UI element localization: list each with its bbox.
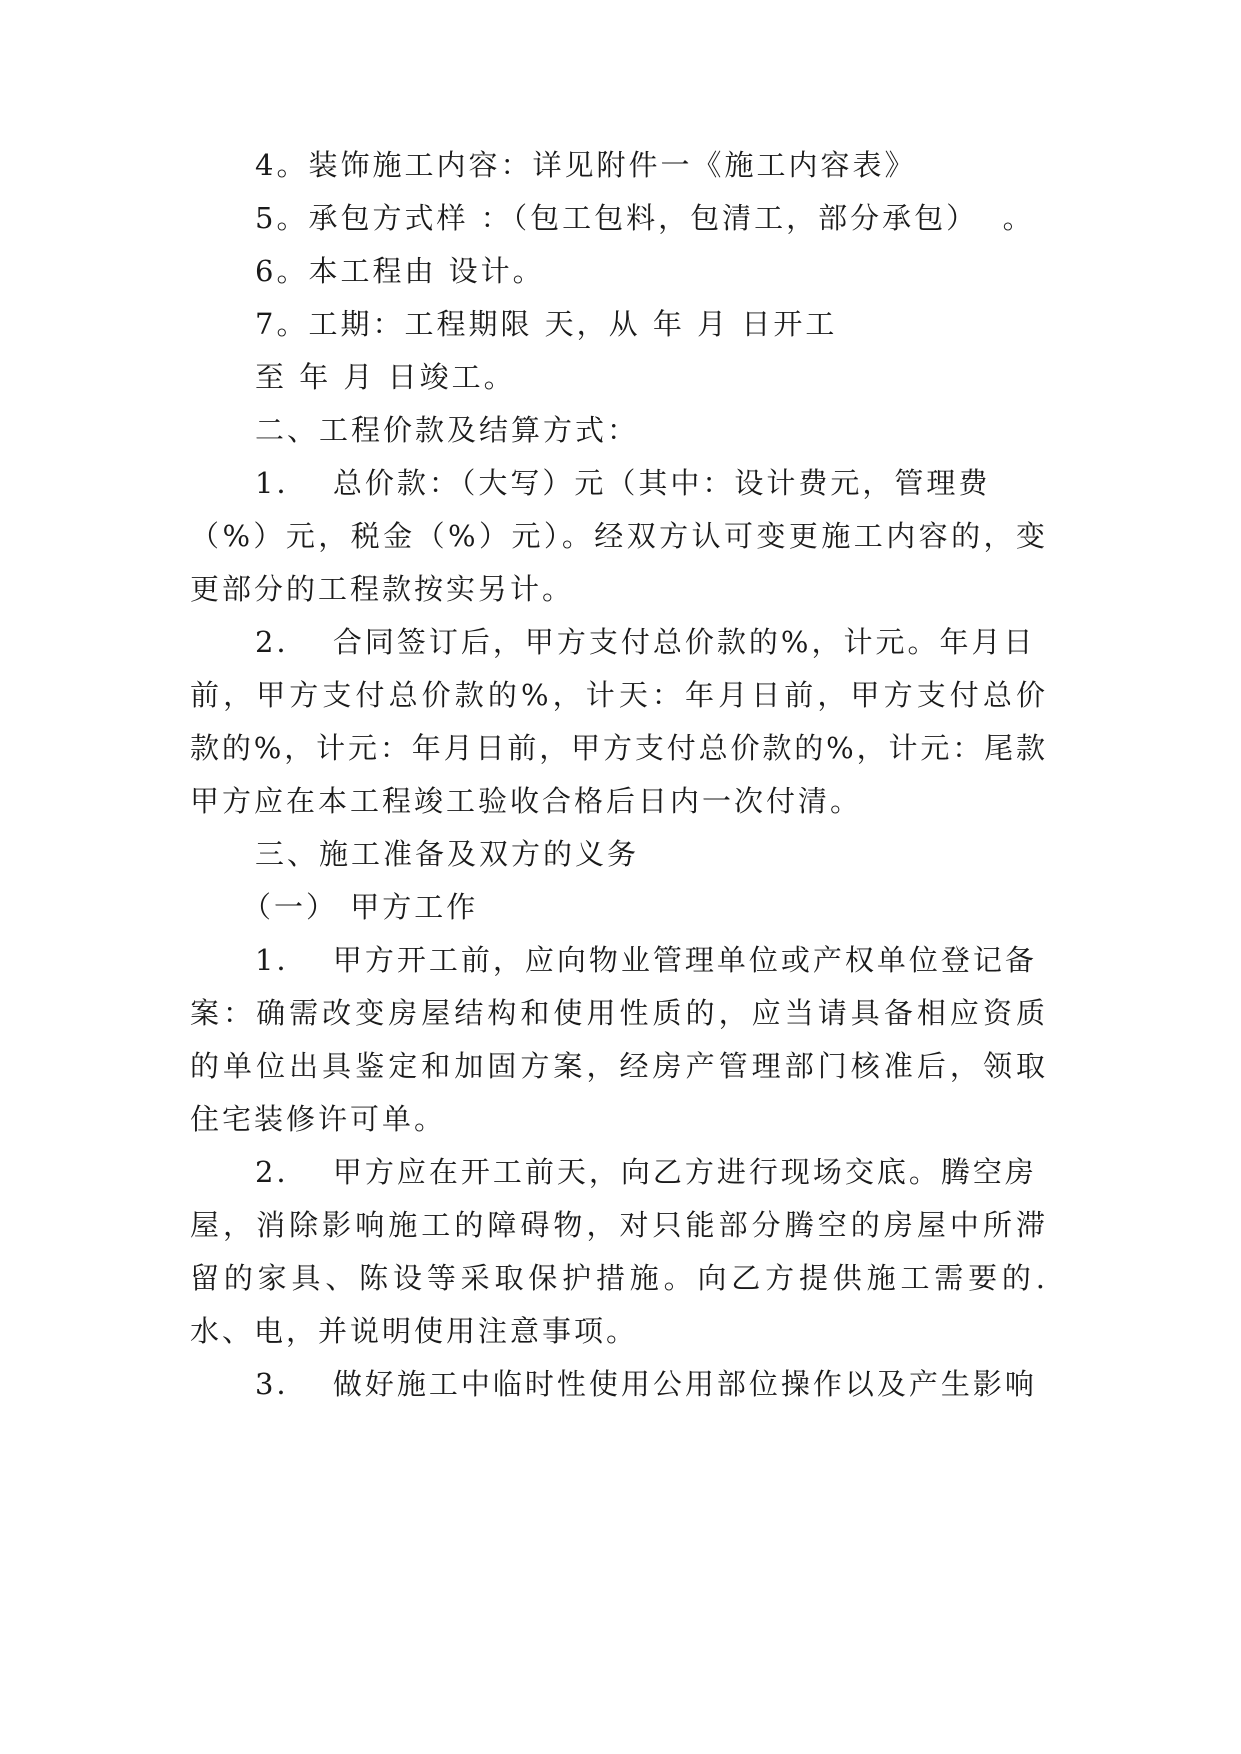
section-3-heading: 三、施工准备及双方的义务 — [255, 837, 640, 871]
party-a-clause-2-line-2: 屋，消除影响施工的障碍物，对只能部分腾空的房屋中所滞 — [190, 1208, 1045, 1242]
party-a-clause-2-line-1: 2． 甲方应在开工前天，向乙方进行现场交底。腾空房 — [255, 1155, 1037, 1189]
party-a-clause-1-line-3: 的单位出具鉴定和加固方案，经房产管理部门核准后，领取 — [190, 1049, 1045, 1083]
section-2-heading: 二、工程价款及结算方式： — [255, 413, 640, 447]
clause-6-designer: 6。本工程由 设计。 — [255, 254, 545, 288]
price-clause-1-line-2: （%）元，税金（%）元）。经双方认可变更施工内容的，变 — [190, 519, 1045, 553]
clause-5-contract-method: 5。承包方式样 ：（包工包料，包清工，部分承包） 。 — [255, 201, 1035, 235]
price-clause-1-line-3: 更部分的工程款按实另计。 — [190, 572, 575, 606]
party-a-clause-2-line-3: 留的家具、陈设等采取保护措施。向乙方提供施工需要的. — [190, 1261, 1045, 1295]
price-clause-2-line-3: 款的%，计元：年月日前，甲方支付总价款的%，计元：尾款 — [190, 731, 1045, 765]
party-a-work-heading: （一） 甲方工作 — [242, 890, 479, 924]
clause-4-decoration-content: 4。装饰施工内容：详见附件一《施工内容表》 — [255, 148, 917, 182]
party-a-clause-1-line-4: 住宅装修许可单。 — [190, 1102, 447, 1136]
party-a-clause-2-line-4: 水、电，并说明使用注意事项。 — [190, 1314, 639, 1348]
clause-7-completion: 至 年 月 日竣工。 — [255, 360, 516, 394]
price-clause-1-line-1: 1． 总价款：（大写）元（其中：设计费元，管理费 — [255, 466, 991, 500]
party-a-clause-1-line-1: 1． 甲方开工前，应向物业管理单位或产权单位登记备 — [255, 943, 1037, 977]
price-clause-2-line-4: 甲方应在本工程竣工验收合格后日内一次付清。 — [190, 784, 863, 818]
price-clause-2-line-2: 前，甲方支付总价款的%，计天：年月日前，甲方支付总价 — [190, 678, 1045, 712]
party-a-clause-3-line-1: 3． 做好施工中临时性使用公用部位操作以及产生影响 — [255, 1367, 1037, 1401]
price-clause-2-line-1: 2． 合同签订后，甲方支付总价款的%，计元。年月日 — [255, 625, 1036, 659]
party-a-clause-1-line-2: 案：确需改变房屋结构和使用性质的，应当请具备相应资质 — [190, 996, 1045, 1030]
clause-7-schedule: 7。工期：工程期限 天，从 年 月 日开工 — [255, 307, 838, 341]
